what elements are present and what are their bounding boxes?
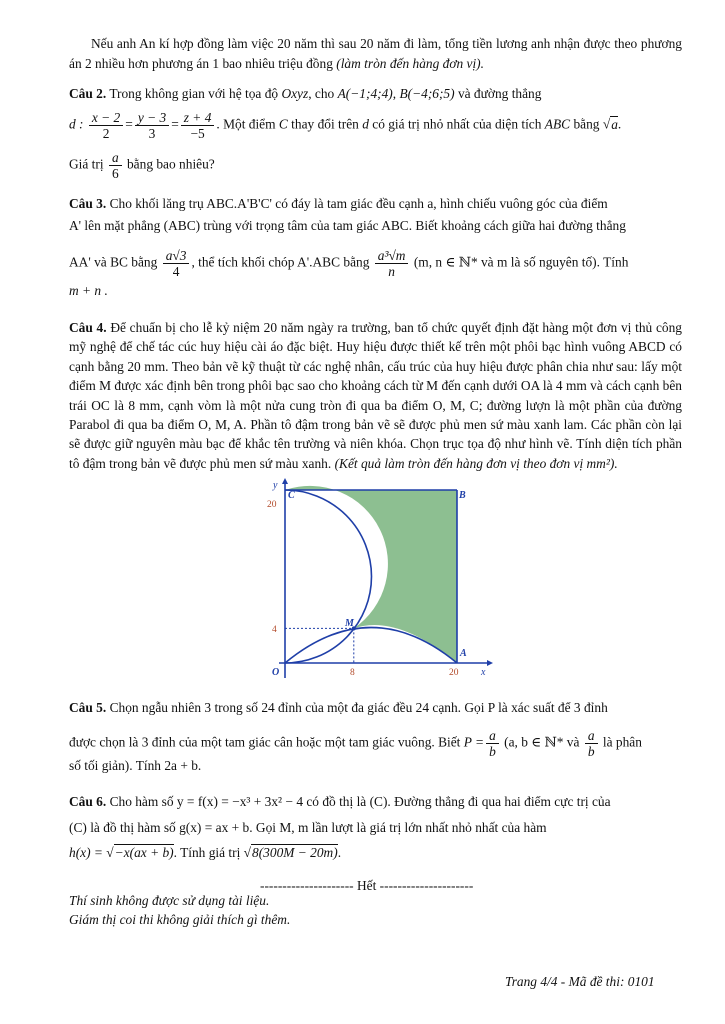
q3-text: AA' và BC bằng — [69, 254, 161, 270]
q6-label: Câu 6. — [69, 794, 107, 809]
q2-text: thay đổi trên — [287, 116, 363, 132]
q3-line2 — [69, 218, 682, 234]
q4-note: (Kết quả làm tròn đến hàng đơn vị theo đơn vị mm²). — [334, 455, 618, 471]
q2-point-b: B(−4;6;5) — [399, 86, 455, 101]
q6-text: . Tính giá trị — [173, 845, 244, 860]
q2-text: , cho — [308, 86, 338, 101]
tick-y-20: 20 — [267, 500, 277, 510]
q5-line1 — [69, 700, 682, 716]
intro-line1: Nếu anh An kí hợp đồng làm việc 20 năm thì sau 20 năm đi làm, tổng tiền lương anh nhận được theo — [91, 36, 638, 51]
q2-text: Trong không gian với hệ tọa độ — [106, 86, 282, 101]
q2-line2: d : $\frac{x - 2}{2}$ = $\frac{y - 3}{3}$ = $\frac{z + 4}{-5}$ . Một điểm C thay đổi trên d có giá trị nhỏ nhất của diện tích ABC bằng √a. — [69, 110, 622, 141]
frac-den: 2 — [102, 126, 110, 141]
q3-line1 — [69, 196, 682, 212]
x-axis-label: x — [481, 667, 486, 678]
q6-line3: h(x) = √−x(ax + b). Tính giá trị √8(300M − 20m). — [69, 845, 342, 860]
q2-frac-x — [89, 110, 123, 141]
q2-line-d: d : — [69, 116, 84, 132]
q6-radical-1: −x(ax + b) — [114, 845, 174, 860]
frac-den: n — [388, 264, 395, 279]
frac-den: 4 — [172, 264, 180, 279]
q3-label: Câu 3. — [69, 196, 107, 211]
y-axis-arrow — [282, 478, 288, 484]
q5-frac-ab — [486, 728, 499, 759]
tick-y-4: 4 — [272, 625, 277, 635]
origin-label: O — [272, 667, 280, 678]
q2-text: bằng — [570, 116, 603, 132]
q3-text: m + n . — [69, 283, 108, 298]
q6-text: Cho hàm số y = f(x) = −x³ + 3x² − 4 có đồ thị là (C). Đường thẳng đi qua hai điểm cực trị của — [106, 794, 611, 809]
intro-paragraph — [69, 34, 682, 74]
q3-text: (m, n ∈ ℕ* và m là số nguyên tố). Tính — [410, 254, 629, 270]
q6-h: h(x) = — [69, 845, 107, 860]
y-axis-label: y — [273, 480, 278, 491]
q2-label: Câu 2. — [69, 86, 107, 101]
tick-x-8: 8 — [350, 668, 355, 678]
q4-label: Câu 4. — [69, 320, 107, 335]
q5-line3 — [69, 758, 682, 774]
q2-frac-y — [135, 110, 169, 141]
q2-sqrt-a: a — [611, 116, 618, 132]
note-no-explanation: Giám thị coi thi không giải thích gì thêm. — [69, 912, 291, 927]
q3-text: A' lên mặt phẳng (ABC) trùng với trọng tâm của tam giác ABC. Biết khoảng cách giữa hai đường thẳng — [69, 218, 626, 233]
frac-den: b — [489, 744, 496, 759]
q6-line1 — [69, 794, 682, 810]
q5-text: số tối giản). Tính 2a + b. — [69, 758, 202, 773]
point-m-label: M — [345, 618, 354, 629]
q3-frac-volume — [375, 248, 409, 279]
q5-frac-ab-2 — [585, 728, 598, 759]
frac-num: a — [585, 728, 598, 744]
frac-num: z + 4 — [181, 110, 215, 126]
note-no-materials: Thí sinh không được sử dụng tài liệu. — [69, 893, 270, 908]
q6-text: . — [337, 845, 342, 860]
q2-d: d — [362, 116, 369, 132]
q2-frac-z — [181, 110, 215, 141]
q2-frac-a6 — [109, 150, 122, 181]
q2-text: Giá trị — [69, 156, 107, 172]
q2-text: . Một điểm — [216, 116, 279, 132]
q2-oxyz: Oxyz — [281, 86, 309, 101]
q3-line3 — [69, 248, 682, 279]
q5-text: Chọn ngẫu nhiên 3 trong số 24 đỉnh của một đa giác đều 24 cạnh. Gọi P là xác suất để 3 đỉnh — [106, 700, 608, 715]
x-axis-arrow — [487, 660, 493, 666]
q5-text: (a, b ∈ ℕ* và — [500, 734, 583, 750]
frac-den: 6 — [111, 166, 119, 181]
frac-den: −5 — [190, 126, 205, 141]
point-c-label: C — [288, 490, 295, 501]
q2-abc: ABC — [544, 116, 571, 132]
q2-text: có giá trị nhỏ nhất của diện tích — [368, 116, 545, 132]
q5-line2 — [69, 728, 682, 759]
q3-text: Cho khối lăng trụ ABC.A'B'C' có đáy là tam giác đều cạnh a, hình chiếu vuông góc của điểm — [106, 196, 608, 211]
q5-text: được chọn là 3 đỉnh của một tam giác cân hoặc một tam giác vuông. Biết — [69, 734, 464, 750]
q6-text: (C) là đồ thị hàm số g(x) = ax + b. Gọi M, m lần lượt là giá trị lớn nhất nhỏ nhất của hàm — [69, 820, 547, 835]
q5-label: Câu 5. — [69, 700, 107, 715]
q2-point-a: A(−1;4;4) — [337, 86, 393, 101]
q5-text: là phân — [599, 734, 642, 750]
q6-line2 — [69, 820, 682, 836]
frac-num: a³√m — [375, 248, 409, 264]
q2-text: bằng bao nhiêu? — [123, 156, 215, 172]
q6-radical-2: 8(300M − 20m) — [252, 845, 338, 860]
frac-den: 3 — [148, 126, 156, 141]
badge-figure — [255, 478, 495, 684]
q2-line3 — [69, 150, 682, 181]
frac-num: a — [109, 150, 122, 166]
q3-text: , thể tích khối chóp A'.ABC bằng — [191, 254, 373, 270]
frac-den: b — [587, 744, 595, 759]
q5-p: P = — [463, 734, 485, 750]
q2-line1: Câu 2. Trong không gian với hệ tọa độ Oxyz, cho A(−1;4;4), B(−4;6;5) và đường thẳng — [69, 86, 542, 101]
point-a-label: A — [460, 648, 467, 659]
frac-num: a√3 — [163, 248, 190, 264]
end-marker: --------------------- Hết --------------------- — [260, 878, 474, 893]
q4-paragraph — [69, 318, 682, 473]
point-b-label: B — [459, 490, 466, 501]
tick-x-20: 20 — [449, 668, 459, 678]
frac-num: x − 2 — [89, 110, 123, 126]
q3-line4 — [69, 283, 682, 299]
q4-text: Để chuẩn bị cho lễ kỷ niệm 20 năm ngày ra trường, ban tổ chức quyết định đặt hàng một đơn vị thủ công mỹ nghệ để chế tác cúc huy hiệu cài áo đặc biệt. Huy hiệu được thiết kế trên một phôi bạc hình vuông ABCD có cạnh bằng 20 mm. Theo bản vẽ kỹ thuật từ các nghệ nhân, cấu trúc của huy hiệu được phân chia như sau: lấy một điểm M được xác định bên trong phôi bạc sao cho khoảng cách từ M đến cạnh dưới OA là 4 mm và cách cạnh bên trái OC là 8 mm, cạnh vòm là một nửa cung tròn đi qua ba điểm O, M, C; đường lượn là một phần của đường Parabol đi qua ba điểm O, M, A. Phần tô đậm trong bản vẽ sẽ được phủ men sứ màu xanh lam. Các phần còn lại sẽ được giữ nguyên màu bạc để khắc tên trường và niên khóa. Chọn trục tọa độ như hình vẽ. Tính diện tích phần tô đậm trong bản vẽ được phủ men sứ màu xanh. — [69, 320, 682, 471]
q3-frac-dist — [163, 248, 190, 279]
frac-num: a — [486, 728, 499, 744]
intro-rounding-note: (làm tròn đến hàng đơn vị). — [336, 56, 484, 71]
intro-line2: phương án 2 nhiều hơn phương án 1 bao nhiêu triệu đồng — [69, 36, 682, 71]
frac-num: y − 3 — [135, 110, 169, 126]
q2-text: và đường thẳng — [454, 86, 542, 101]
q2-c: C — [278, 116, 288, 132]
page-footer: Trang 4/4 - Mã đề thi: 0101 — [505, 974, 655, 989]
